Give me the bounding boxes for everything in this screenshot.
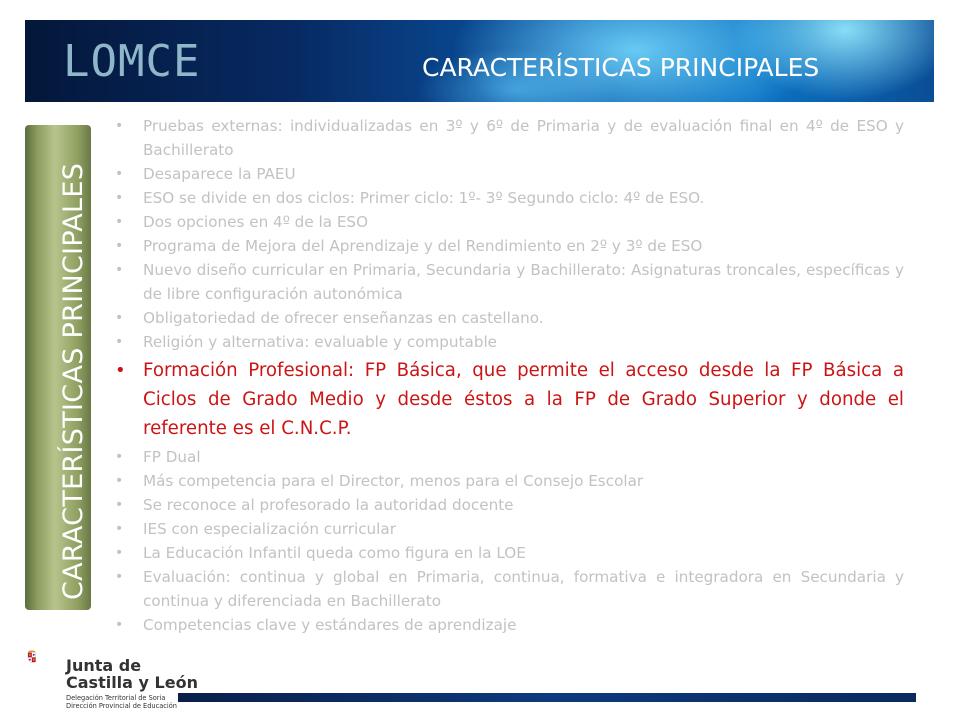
list-item: • Programa de Mejora del Aprendizaje y del Rendimiento en 2º y 3º de ESO (112, 234, 904, 258)
logo-line-4: Dirección Provincial de Educación (66, 702, 177, 710)
footer-bar (178, 693, 916, 702)
list-item: • Obligatoriedad de ofrecer enseñanzas en castellano. (112, 306, 904, 330)
page-subtitle: CARACTERÍSTICAS PRINCIPALES (422, 53, 820, 82)
list-item: • Religión y alternativa: evaluable y computable (112, 330, 904, 354)
logo-line-3: Delegación Territorial de Soria (66, 694, 166, 702)
list-item: • La Educación Infantil queda como figura en la LOE (112, 541, 904, 565)
list-item: • ESO se divide en dos ciclos: Primer ciclo: 1º- 3º Segundo ciclo: 4º de ESO. (112, 186, 904, 210)
logo-line-1: Junta de (66, 656, 142, 675)
highlighted-list-item: • Formación Profesional: FP Básica, que permite el acceso desde la FP Básica a Ciclos de Grado Medio y desde éstos a la FP de Grado Superior y donde el referente es el C.N.C.P. (112, 356, 904, 443)
page-title: LOMCE (63, 36, 201, 87)
list-item: • IES con especialización curricular (112, 517, 904, 541)
coat-of-arms-icon (27, 636, 65, 684)
list-item: • Desaparece la PAEU (112, 162, 904, 186)
list-item: • Competencias clave y estándares de aprendizaje (112, 613, 904, 637)
list-item: • Pruebas externas: individualizadas en 3º y 6º de Primaria y de evaluación final en 4º de ESO y Bachillerato (112, 114, 904, 162)
list-item: • Nuevo diseño curricular en Primaria, Secundaria y Bachillerato: Asignaturas troncales, específicas y de libre configuración autonómica (112, 258, 904, 306)
list-item: • Dos opciones en 4º de la ESO (112, 210, 904, 234)
bullet-list (112, 114, 904, 637)
list-item: • FP Dual (112, 445, 904, 469)
header-banner (25, 20, 934, 102)
list-item: • Evaluación: continua y global en Primaria, continua, formativa e integradora en Secundaria y continua y diferenciada en Bachillerato (112, 565, 904, 613)
list-item: • Más competencia para el Director, menos para el Consejo Escolar (112, 469, 904, 493)
list-item: • Se reconoce al profesorado la autoridad docente (112, 493, 904, 517)
side-label: CARACTERÍSTICAS PRINCIPALES (58, 162, 89, 600)
logo-line-2: Castilla y León (66, 673, 198, 692)
